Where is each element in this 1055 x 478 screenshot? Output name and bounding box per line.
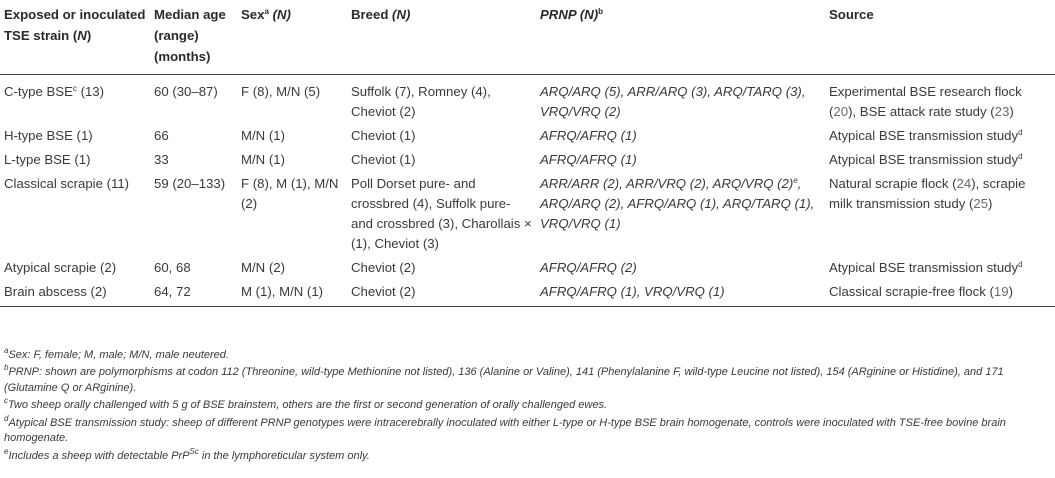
table-row (0, 124, 1055, 148)
cell-sex: M/N (2) (241, 260, 285, 275)
header-prnp: PRNP $(N)^b$ (540, 7, 604, 22)
footnote-b: $^b$PRNP: shown are polymorphisms at codon 112 (Threonine, wild-type Methionine not listed), 136 (Alanine or Valine), 141 (Phenylalanine F, wild-type Leucine not listed), 154 (ARginine or Histidine), and 171 (Glutamine Q or ARginine). (4, 363, 1004, 395)
cell-source: Atypical BSE transmission study$^d$ (829, 260, 1023, 275)
cell-strain: Classical scrapie (11) (4, 176, 130, 191)
header-strain: Exposed or inoculated TSE strain (N) (4, 7, 146, 43)
table-row (0, 256, 1055, 280)
cell-strain: Atypical scrapie (2) (4, 260, 117, 275)
cell-sex: M (1), M/N (1) (241, 284, 324, 299)
cell-prnp: AFRQ/AFRQ (2) (540, 260, 637, 275)
cell-sex: F (8), M/N (5) (241, 84, 321, 99)
cell-breed: Cheviot (1) (351, 152, 416, 167)
cell-prnp: AFRQ/AFRQ (1), VRQ/VRQ (1) (540, 284, 725, 299)
reference-link[interactable]: 24 (956, 176, 972, 191)
cell-strain: L-type BSE (1) (4, 152, 91, 167)
cell-source: Atypical BSE transmission study$^d$ (829, 152, 1023, 167)
cell-prnp: ARR/ARR (2), ARR/VRQ (2), ARQ/VRQ $(2)^e$, ARQ/ARQ (2), AFRQ/ARQ (1), ARQ/TARQ (1), VRQ/VRQ (1) (540, 176, 815, 231)
reference-link[interactable]: 19 (993, 284, 1009, 299)
cell-age: 33 (154, 152, 169, 167)
cell-strain: C-type BSE$^c$ (13) (4, 84, 105, 99)
cell-breed: Cheviot (2) (351, 284, 416, 299)
cell-source: Experimental BSE research flock (20), BSE attack rate study (23) (829, 84, 1022, 119)
footnote-a: $^a$Sex: F, female; M, male; M/N, male neutered. (4, 346, 229, 361)
reference-link[interactable]: 23 (994, 104, 1010, 119)
cell-source: Classical scrapie-free flock (19) (829, 284, 1013, 299)
reference-link[interactable]: 25 (973, 196, 989, 211)
cell-age: 60 (30–87) (154, 84, 218, 99)
cell-sex: M/N (1) (241, 128, 285, 143)
cell-prnp: AFRQ/AFRQ (1) (540, 152, 637, 167)
footnote-c: $^c$Two sheep orally challenged with 5 g of BSE brainstem, others are the first or second generation of orally challenged ewes. (4, 396, 608, 412)
cell-age: 64, 72 (154, 284, 191, 299)
table-row (0, 172, 1055, 256)
cell-age: 59 (20–133) (154, 176, 226, 191)
cell-strain: H-type BSE (1) (4, 128, 93, 143)
cell-breed: Poll Dorset pure- and crossbred (4), Suffolk pure- and crossbred (3), Charollais × (1), Cheviot (3) (351, 176, 532, 251)
cell-sex: F (8), M (1), M/N (2) (241, 176, 339, 211)
table-row (0, 75, 1055, 125)
cell-prnp: AFRQ/AFRQ (1) (540, 128, 637, 143)
cell-breed: Cheviot (1) (351, 128, 416, 143)
cell-source: Atypical BSE transmission study$^d$ (829, 128, 1023, 143)
table-row (0, 280, 1055, 307)
cell-age: 60, 68 (154, 260, 191, 275)
header-breed: Breed (N) (351, 7, 411, 22)
footnote-e: $^e$Includes a sheep with detectable PrP$^{Sc}$ in the lymphoreticular system only. (4, 446, 370, 462)
footnote-d: $^d$Atypical BSE transmission study: sheep of different PRNP genotypes were intracerebrally inoculated with either L-type or H-type BSE brain homogenate, controls were inoculated with TSE-free bovine brain homogenate. (4, 413, 1006, 445)
cell-source: Natural scrapie flock (24), scrapie milk transmission study (25) (829, 176, 1026, 211)
cell-sex: M/N (1) (241, 152, 285, 167)
header-sex: Sex$^a$ (N) (241, 7, 291, 22)
cell-strain: Brain abscess (2) (4, 284, 107, 299)
table-row (0, 148, 1055, 172)
reference-link[interactable]: 20 (833, 104, 849, 119)
cell-breed: Suffolk (7), Romney (4), Cheviot (2) (351, 84, 491, 119)
header-row (0, 0, 1055, 75)
header-age: Median age (range) (months) (154, 7, 226, 64)
cell-age: 66 (154, 128, 169, 143)
header-source: Source (829, 7, 874, 22)
table-footnotes (4, 348, 1049, 466)
cell-breed: Cheviot (2) (351, 260, 416, 275)
cell-prnp: ARQ/ARQ (5), ARR/ARQ (3), ARQ/TARQ (3), VRQ/VRQ (2) (540, 84, 806, 119)
